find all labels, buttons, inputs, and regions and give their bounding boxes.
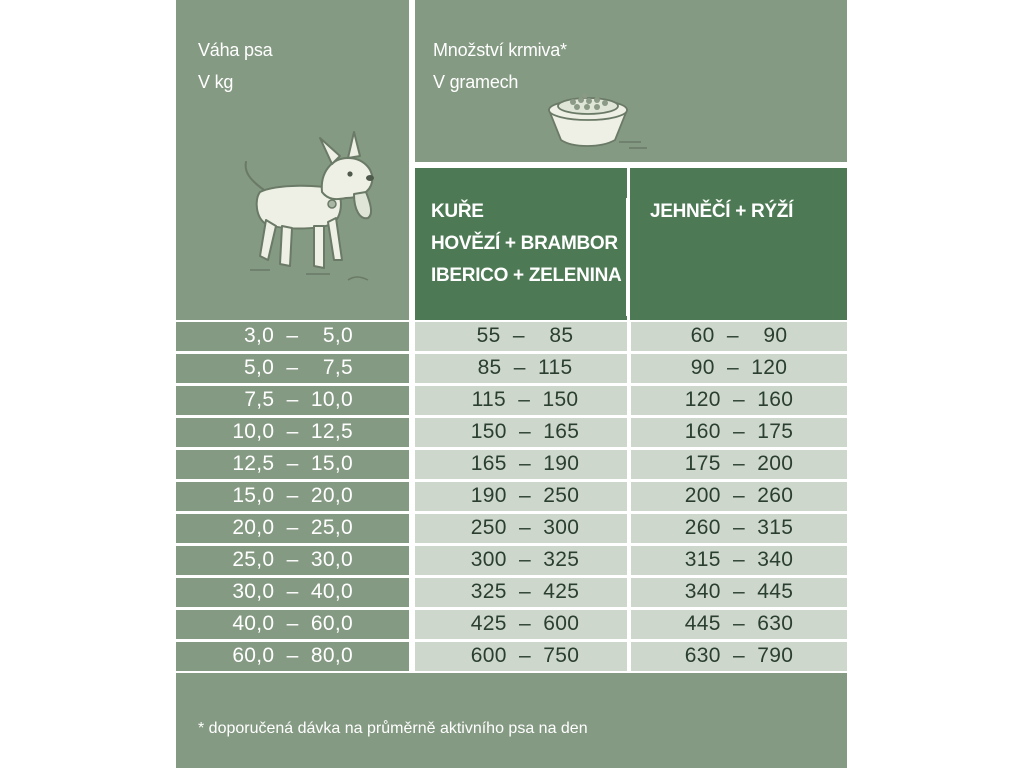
amount-cell-food-2: 120 – 160 xyxy=(631,386,847,415)
weight-cell: 25,0 – 30,0 xyxy=(176,546,409,575)
amount-cell-food-2: 630 – 790 xyxy=(631,642,847,671)
amount-header-panel xyxy=(415,0,847,162)
amount-cell-food-1: 55 – 85 xyxy=(415,322,627,351)
amount-header-line2: V gramech xyxy=(433,72,519,92)
amount-cell-food-1: 325 – 425 xyxy=(415,578,627,607)
amount-cell-food-2: 90 – 120 xyxy=(631,354,847,383)
weight-cell: 5,0 – 7,5 xyxy=(176,354,409,383)
amount-cell-food-2: 340 – 445 xyxy=(631,578,847,607)
weight-cell: 30,0 – 40,0 xyxy=(176,578,409,607)
amount-cell-food-1: 165 – 190 xyxy=(415,450,627,479)
amount-cell-food-2: 160 – 175 xyxy=(631,418,847,447)
weight-header-line2: V kg xyxy=(198,72,234,92)
weight-header-line1: Váha psa xyxy=(198,40,273,60)
food-column-2-title xyxy=(650,196,793,228)
food-column-2-accent xyxy=(626,198,629,316)
food-column-1-title xyxy=(431,196,621,292)
weight-header-title xyxy=(198,34,272,98)
food-column-1-line3: IBERICO + ZELENINA xyxy=(431,265,622,286)
amount-cell-food-2: 200 – 260 xyxy=(631,482,847,511)
weight-cell: 7,5 – 10,0 xyxy=(176,386,409,415)
amount-cell-food-1: 150 – 165 xyxy=(415,418,627,447)
food-column-1-line1: KUŘE xyxy=(431,201,484,222)
weight-cell: 60,0 – 80,0 xyxy=(176,642,409,671)
weight-cell: 20,0 – 25,0 xyxy=(176,514,409,543)
footnote-panel xyxy=(176,673,847,768)
weight-cell: 3,0 – 5,0 xyxy=(176,322,409,351)
weight-cell: 12,5 – 15,0 xyxy=(176,450,409,479)
food-bowl-icon xyxy=(543,88,653,156)
weight-cell: 10,0 – 12,5 xyxy=(176,418,409,447)
amount-cell-food-2: 315 – 340 xyxy=(631,546,847,575)
food-column-header-1 xyxy=(415,168,627,320)
feeding-table xyxy=(176,0,847,768)
amount-cell-food-1: 115 – 150 xyxy=(415,386,627,415)
amount-cell-food-1: 190 – 250 xyxy=(415,482,627,511)
amount-cell-food-2: 260 – 315 xyxy=(631,514,847,543)
amount-cell-food-2: 445 – 630 xyxy=(631,610,847,639)
amount-cell-food-1: 85 – 115 xyxy=(415,354,627,383)
amount-cell-food-1: 600 – 750 xyxy=(415,642,627,671)
amount-cell-food-2: 60 – 90 xyxy=(631,322,847,351)
dog-illustration xyxy=(236,128,386,298)
amount-cell-food-2: 175 – 200 xyxy=(631,450,847,479)
header-divider-vertical xyxy=(412,30,414,320)
amount-cell-food-1: 300 – 325 xyxy=(415,546,627,575)
amount-cell-food-1: 250 – 300 xyxy=(415,514,627,543)
food-column-header-2 xyxy=(630,168,847,320)
amount-header-line1: Množství krmiva* xyxy=(433,40,567,60)
food-column-2-line1: JEHNĚČÍ + RÝŽÍ xyxy=(650,201,794,222)
weight-header-panel xyxy=(176,0,409,320)
weight-cell: 40,0 – 60,0 xyxy=(176,610,409,639)
footnote-text: * doporučená dávka na průměrně aktivního psa na den xyxy=(198,720,588,737)
amount-cell-food-1: 425 – 600 xyxy=(415,610,627,639)
food-column-1-line2: HOVĚZÍ + BRAMBOR xyxy=(431,233,618,254)
weight-cell: 15,0 – 20,0 xyxy=(176,482,409,511)
